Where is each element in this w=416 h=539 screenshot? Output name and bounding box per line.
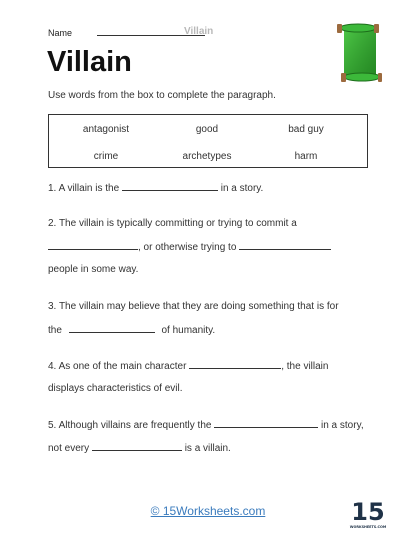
word-crime: crime <box>93 151 119 162</box>
question-2-line-3: people in some way. <box>48 264 139 275</box>
word-archetypes: archetypes <box>182 151 232 162</box>
name-row <box>48 26 214 38</box>
blank-2a[interactable] <box>48 241 138 250</box>
word-bad-guy: bad guy <box>288 124 324 135</box>
question-4-line-1: 4. As one of the main character , the villain <box>48 361 329 372</box>
page-title: Villain <box>47 46 132 78</box>
blank-3[interactable] <box>69 324 155 333</box>
question-3-line-2: the of humanity. <box>48 325 216 336</box>
question-2-line-1: 2. The villain is typically committing or trying to commit a <box>48 218 297 229</box>
question-4-line-2: displays characteristics of evil. <box>48 383 183 394</box>
question-2-line-2: , or otherwise trying to <box>48 241 331 253</box>
question-3-line-1: 3. The villain may believe that they are doing something that is for <box>48 301 339 312</box>
question-5-line-2: not every is a villain. <box>48 443 231 454</box>
question-1: 1. A villain is the in a story. <box>48 183 264 194</box>
blank-4[interactable] <box>189 360 281 369</box>
worksheets-logo <box>349 496 387 530</box>
word-antagonist: antagonist <box>82 124 130 135</box>
word-good: good <box>195 124 219 135</box>
sheet-title: Villain <box>184 26 214 37</box>
question-5-line-1: 5. Although villains are frequently the in a story, <box>48 420 364 431</box>
blank-5a[interactable] <box>214 419 318 428</box>
blank-2b[interactable] <box>239 241 331 250</box>
svg-text:WORKSHEETS.COM: WORKSHEETS.COM <box>349 525 387 529</box>
word-box <box>48 114 368 168</box>
blank-1[interactable] <box>122 182 218 191</box>
blank-5b[interactable] <box>92 442 182 451</box>
word-harm: harm <box>294 151 318 162</box>
instructions: Use words from the box to complete the paragraph. <box>48 90 276 101</box>
svg-text:15: 15 <box>351 498 385 526</box>
footer-link[interactable]: © 15Worksheets.com <box>150 504 266 518</box>
name-label: Name <box>48 28 73 38</box>
scroll-icon <box>332 22 382 84</box>
